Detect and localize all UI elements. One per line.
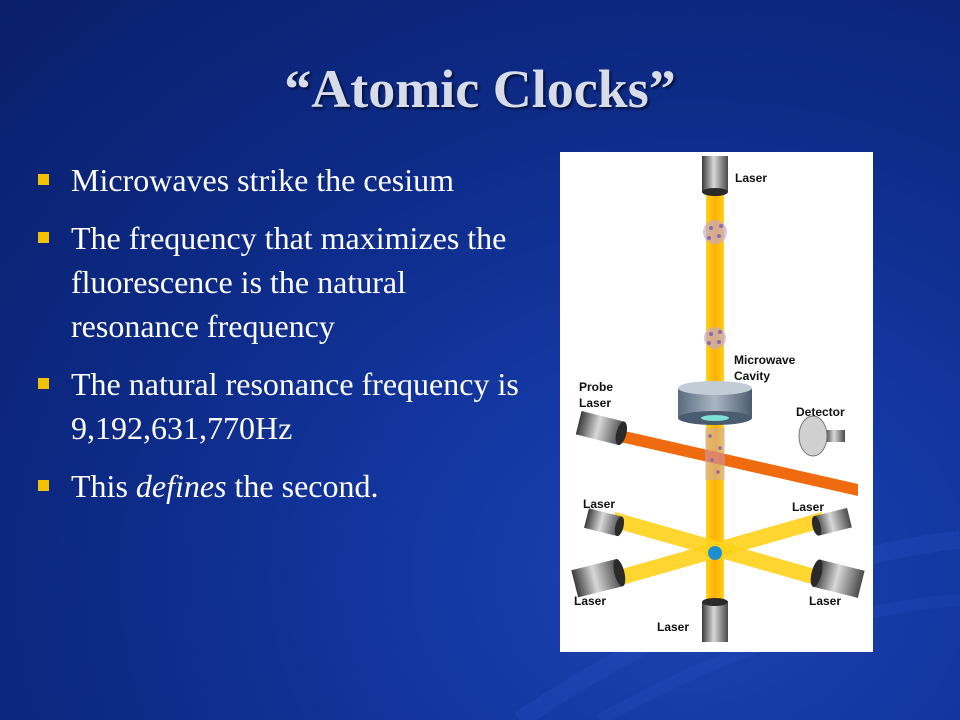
laser-upper-left-icon	[584, 508, 626, 537]
bullet-emphasis: defines	[135, 468, 227, 504]
label-microwave: Microwave	[734, 353, 796, 367]
bullet-square-icon	[38, 480, 49, 491]
bullet-square-icon	[38, 232, 49, 243]
slide-title: “Atomic Clocks”	[284, 59, 676, 119]
bullet-text: The natural resonance frequency is 9,192,631,770Hz	[71, 366, 519, 446]
microwave-cavity	[678, 381, 752, 425]
bullet-item	[36, 216, 526, 348]
bullet-text: Microwaves strike the cesium	[71, 162, 454, 198]
laser-lower-right-icon	[808, 558, 864, 598]
bullet-item	[36, 464, 526, 508]
atomic-clock-diagram	[560, 152, 873, 652]
bullet-text-before: This	[71, 468, 136, 504]
label-cavity: Cavity	[734, 369, 771, 383]
label-laser-lower-right: Laser	[809, 594, 842, 608]
label-probe-laser: Laser	[579, 396, 612, 410]
bullet-item	[36, 362, 526, 450]
label-detector: Detector	[796, 405, 845, 419]
atom-ball-center	[708, 546, 722, 560]
bullet-text-after: the second.	[226, 468, 379, 504]
atom-cloud-middle	[704, 327, 726, 349]
bullet-square-icon	[38, 174, 49, 185]
atom-cloud-lower	[705, 428, 725, 480]
label-laser-upper-right: Laser	[792, 500, 825, 514]
label-laser-upper-left: Laser	[583, 497, 616, 511]
laser-lower-left-icon	[571, 558, 627, 598]
atom-cloud-top	[703, 220, 727, 244]
label-probe: Probe	[579, 380, 614, 394]
bullet-item	[36, 158, 526, 202]
label-laser-bottom: Laser	[657, 620, 690, 634]
label-laser-lower-left: Laser	[574, 594, 607, 608]
label-laser-top: Laser	[735, 171, 768, 185]
laser-bottom-icon	[702, 598, 728, 642]
bullet-square-icon	[38, 378, 49, 389]
laser-top-icon	[702, 156, 728, 196]
bullet-text: The frequency that maximizes the fluorescence is the natural resonance frequency	[71, 220, 507, 344]
detector-icon	[799, 416, 845, 456]
probe-laser-icon	[576, 411, 629, 446]
bullet-list	[36, 158, 526, 522]
